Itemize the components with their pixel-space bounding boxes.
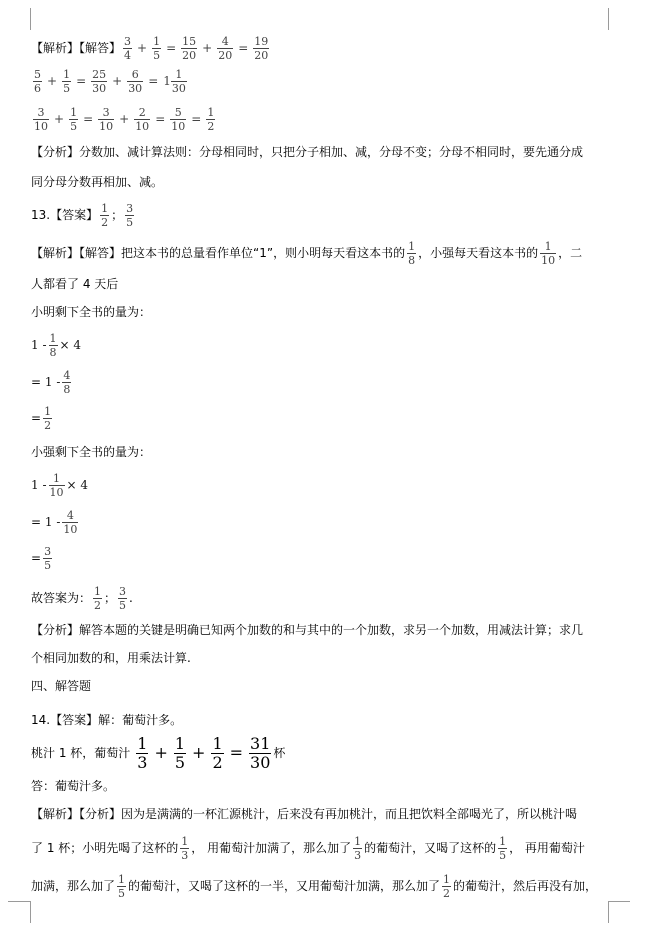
solution-13-line-4 — [31, 442, 151, 462]
solution-text: 的葡萄汁，又喝了这杯的一半，又用葡萄汁加满，那么加了 — [128, 879, 441, 893]
separator: ； — [111, 208, 124, 222]
fraction: $\frac{3}{5}$ — [119, 584, 127, 612]
answer-13-line — [31, 202, 136, 228]
fraction: $\frac{1}{5}$ — [63, 67, 71, 95]
equals-sign: = — [166, 41, 177, 55]
plus-sign: + — [112, 74, 123, 88]
fraction: $\frac{3}{5}$ — [126, 201, 134, 229]
calc-line — [31, 332, 81, 358]
section-label: 【分析】 — [31, 623, 80, 637]
calc-text: × 4 — [66, 478, 89, 492]
section-label: 【分析】 — [31, 145, 80, 159]
section-label: 【解析】【分析】 — [31, 807, 122, 821]
calc-text: = — [31, 551, 42, 565]
separator: . — [129, 591, 133, 605]
section-label: 【解析】【解答】 — [31, 246, 122, 260]
fraction: $\frac{15}{20}$ — [182, 34, 197, 62]
fraction: $\frac{1}{8}$ — [408, 239, 416, 267]
answer-14-calc — [31, 734, 285, 772]
analysis-text: 解答本题的关键是明确已知两个加数的和与其中的一个加数，求另一个加数，用减法计算；求几 — [79, 623, 584, 637]
analysis-text: 个相同加数的和，用乘法计算. — [31, 651, 191, 665]
fraction: $\frac{3}{10}$ — [34, 105, 48, 133]
analysis-13-line-1 — [31, 620, 583, 640]
plus-sign: + — [202, 41, 213, 55]
solution-text: 故答案为： — [31, 591, 92, 605]
calc-text: = 1 - — [31, 375, 61, 389]
fraction: $\frac{31}{30}$ — [250, 733, 271, 772]
fraction: $\frac{1}{8}$ — [49, 331, 57, 359]
fraction: $\frac{1}{2}$ — [443, 872, 451, 900]
fraction: $\frac{3}{10}$ — [99, 105, 114, 133]
fraction: $\frac{4}{20}$ — [218, 34, 233, 62]
answer-14-conclusion — [31, 776, 115, 796]
fraction: $\frac{1}{2}$ — [212, 733, 223, 772]
plus-sign: + — [54, 112, 65, 126]
equals-sign: = — [76, 74, 87, 88]
crop-mark-bottom-left-h — [8, 901, 30, 902]
solution-14-line-3 — [31, 872, 597, 900]
analysis-13-line-2 — [31, 648, 191, 668]
crop-mark-top-left-v — [30, 8, 31, 30]
fraction: $\frac{1}{2}$ — [207, 105, 215, 133]
equals-sign: = — [148, 74, 159, 88]
analysis-text: 同分母分数再相加、减。 — [31, 175, 164, 189]
calc-text: 1 - — [31, 478, 47, 492]
fraction: $\frac{1}{30}$ — [171, 67, 186, 95]
equals-sign: = — [83, 112, 94, 126]
solution-line-1 — [31, 36, 271, 60]
crop-mark-top-right-v — [608, 8, 609, 30]
solution-text: 把这本书的总量看作单位“1”，则小明每天看这本书的 — [121, 246, 406, 260]
fraction: $\frac{1}{3}$ — [137, 733, 148, 772]
calc-text: = 1 - — [31, 515, 61, 529]
calc-text: 桃汁 1 杯，葡萄汁 — [31, 746, 131, 760]
plus-sign: + — [137, 41, 148, 55]
fraction: $\frac{2}{10}$ — [135, 105, 150, 133]
solution-14-line-2 — [31, 834, 585, 862]
calc-text: × 4 — [59, 338, 82, 352]
fraction: $\frac{1}{3}$ — [181, 834, 189, 862]
equals-sign: = — [238, 41, 249, 55]
section-title: 四、解答题 — [31, 679, 92, 693]
solution-text: 小强剩下全书的量为： — [31, 445, 152, 459]
fraction: $\frac{25}{30}$ — [92, 67, 107, 95]
calc-line — [31, 472, 88, 498]
solution-text: ， 再用葡萄汁 — [509, 841, 585, 855]
fraction: $\frac{1}{10}$ — [49, 471, 64, 499]
calc-text: = — [31, 411, 42, 425]
solution-text: ，小强每天看这本书的 — [418, 246, 539, 260]
solution-13-line-3 — [31, 302, 151, 322]
fraction: $\frac{1}{5}$ — [174, 733, 186, 772]
plus-sign: + — [119, 112, 130, 126]
fraction: $\frac{1}{5}$ — [153, 34, 161, 62]
calc-line — [31, 508, 80, 536]
fraction: $\frac{1}{2}$ — [101, 201, 109, 229]
solution-line-2 — [31, 68, 189, 94]
calc-line — [31, 368, 73, 396]
solution-13-line-1 — [31, 240, 582, 266]
answer-text: 解：葡萄汁多。 — [98, 713, 183, 727]
separator: ； — [104, 591, 117, 605]
analysis-text: 分数加、减计算法则：分母相同时，只把分子相加、减，分母不变；分母不相同时，要先通分成 — [79, 145, 584, 159]
solution-text: 的葡萄汁，又喝了这杯的 — [364, 841, 497, 855]
calc-line — [31, 544, 54, 572]
equals-sign: = — [191, 112, 202, 126]
calc-line — [31, 404, 54, 432]
calc-text: 杯 — [273, 746, 286, 760]
plus-sign: + — [192, 743, 206, 762]
solution-text: ，二 — [558, 246, 583, 260]
solution-line-3 — [31, 106, 217, 132]
section-heading — [31, 676, 91, 696]
fraction: $\frac{1}{2}$ — [94, 584, 102, 612]
calc-text: 1 - — [31, 338, 47, 352]
answer-text: 答：葡萄汁多。 — [31, 779, 116, 793]
section-label: 【解析】【解答】 — [31, 41, 122, 55]
solution-text: 小明剩下全书的量为： — [31, 305, 152, 319]
solution-13-line-2 — [31, 274, 118, 294]
mixed-number-whole: 1 — [163, 74, 171, 88]
equals-sign: = — [229, 743, 244, 762]
answer-14-line — [31, 710, 182, 730]
crop-mark-bottom-left-v — [30, 901, 31, 923]
analysis-line-1 — [31, 142, 583, 162]
plus-sign: + — [154, 743, 168, 762]
fraction: $\frac{19}{20}$ — [254, 34, 269, 62]
fraction: $\frac{4}{8}$ — [63, 368, 71, 396]
plus-sign: + — [47, 74, 58, 88]
analysis-line-2 — [31, 172, 163, 192]
solution-text: 的葡萄汁，然后再没有加， — [453, 879, 598, 893]
fraction: $\frac{1}{5}$ — [70, 105, 78, 133]
fraction: $\frac{1}{3}$ — [354, 834, 362, 862]
fraction: $\frac{3}{4}$ — [124, 34, 132, 62]
fraction: $\frac{3}{5}$ — [44, 544, 52, 572]
crop-mark-bottom-right-h — [608, 901, 630, 902]
solution-text: ， 用葡萄汁加满了，那么加了 — [191, 841, 352, 855]
fraction: $\frac{5}{10}$ — [171, 105, 186, 133]
fraction: $\frac{5}{6}$ — [34, 67, 41, 95]
fraction: $\frac{4}{10}$ — [63, 508, 78, 536]
fraction: $\frac{6}{30}$ — [128, 67, 143, 95]
solution-text: 了 1 杯；小明先喝了这杯的 — [31, 841, 179, 855]
solution-14-line-1 — [31, 804, 577, 824]
answer-label: 14.【答案】 — [31, 713, 99, 727]
final-answer-line — [31, 584, 133, 612]
solution-text: 人都看了 4 天后 — [31, 277, 119, 291]
fraction: $\frac{1}{5}$ — [499, 834, 507, 862]
solution-text: 加满，那么加了 — [31, 879, 116, 893]
solution-text: 因为是满满的一杯汇源桃汁，后来没有再加桃汁，而且把饮料全部喝光了，所以桃汁喝 — [121, 807, 578, 821]
fraction: $\frac{1}{5}$ — [118, 872, 126, 900]
crop-mark-bottom-right-v — [608, 901, 609, 923]
fraction: $\frac{1}{2}$ — [44, 404, 52, 432]
fraction: $\frac{1}{10}$ — [541, 239, 556, 267]
answer-label: 13.【答案】 — [31, 208, 99, 222]
equals-sign: = — [155, 112, 166, 126]
